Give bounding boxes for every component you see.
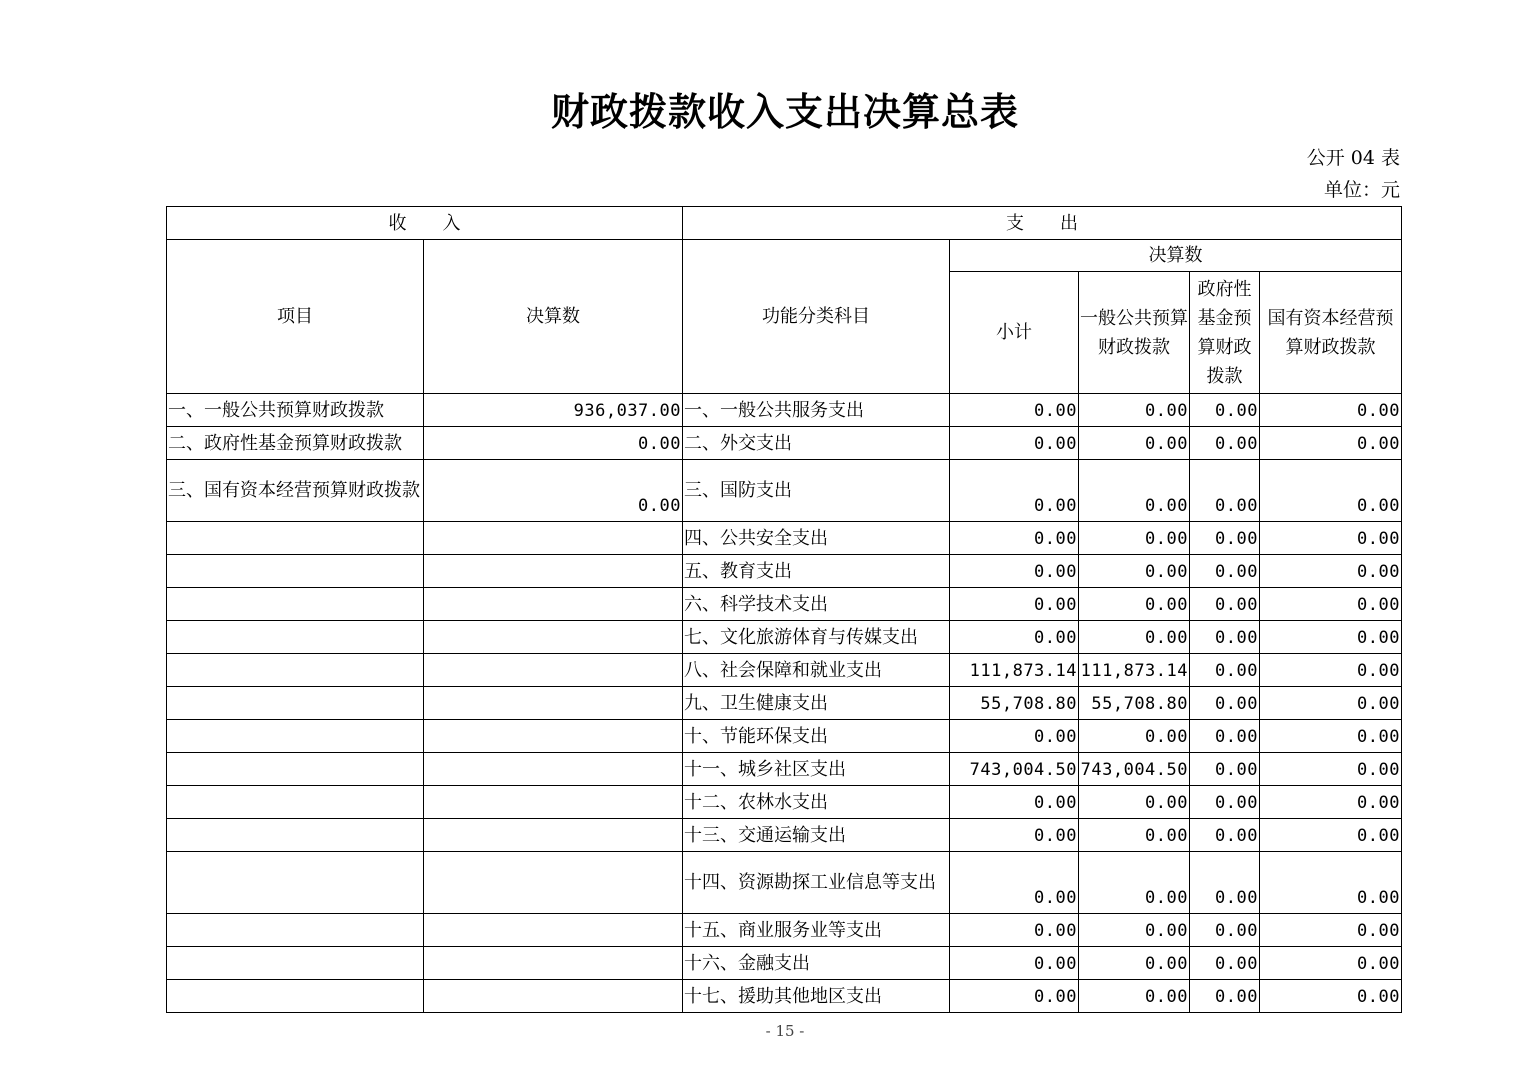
- income-amount-cell: 0.00: [424, 427, 683, 460]
- state-capital-cell: 0.00: [1260, 786, 1402, 819]
- income-amount-cell: [424, 621, 683, 654]
- income-item-cell: 二、政府性基金预算财政拨款: [167, 427, 424, 460]
- page-number: - 15 -: [765, 1022, 805, 1040]
- state-capital-cell: 0.00: [1260, 753, 1402, 786]
- general-budget-cell: 743,004.50: [1079, 753, 1190, 786]
- expense-item-cell: 十一、城乡社区支出: [683, 753, 950, 786]
- expense-item-cell: 十四、资源勘探工业信息等支出: [683, 852, 950, 914]
- table-row: [167, 852, 1402, 914]
- state-capital-cell: 0.00: [1260, 947, 1402, 980]
- income-item-cell: [167, 980, 424, 1013]
- function-category-header: 功能分类科目: [683, 240, 950, 394]
- general-budget-cell: 0.00: [1079, 980, 1190, 1013]
- subtotal-cell: 0.00: [950, 947, 1079, 980]
- state-capital-cell: 0.00: [1260, 687, 1402, 720]
- income-amount-cell: 0.00: [424, 460, 683, 522]
- table-row: [167, 522, 1402, 555]
- income-amount-cell: [424, 914, 683, 947]
- gov-fund-cell: 0.00: [1190, 753, 1260, 786]
- unit-label: 单位：元: [1323, 179, 1400, 201]
- subtotal-cell: 0.00: [950, 621, 1079, 654]
- table-row: [167, 654, 1402, 687]
- state-capital-cell: 0.00: [1260, 394, 1402, 427]
- gov-fund-cell: 0.00: [1190, 654, 1260, 687]
- expense-item-cell: 七、文化旅游体育与传媒支出: [683, 621, 950, 654]
- income-amount-cell: [424, 753, 683, 786]
- gov-fund-header: 政府性基金预算财政拨款: [1190, 272, 1260, 394]
- income-amount-cell: [424, 980, 683, 1013]
- expense-item-cell: 十六、金融支出: [683, 947, 950, 980]
- table-row: [167, 687, 1402, 720]
- gov-fund-cell: 0.00: [1190, 720, 1260, 753]
- general-budget-cell: 0.00: [1079, 555, 1190, 588]
- income-section-header: 收 入: [167, 207, 683, 240]
- table-row: [167, 394, 1402, 427]
- state-capital-cell: 0.00: [1260, 720, 1402, 753]
- table-row: [167, 460, 1402, 522]
- table-row: [167, 720, 1402, 753]
- income-item-cell: [167, 947, 424, 980]
- income-item-cell: [167, 522, 424, 555]
- general-budget-cell: 0.00: [1079, 914, 1190, 947]
- gov-fund-cell: 0.00: [1190, 621, 1260, 654]
- table-row: [167, 819, 1402, 852]
- general-budget-cell: 0.00: [1079, 588, 1190, 621]
- expense-item-cell: 六、科学技术支出: [683, 588, 950, 621]
- general-budget-cell: 0.00: [1079, 522, 1190, 555]
- gov-fund-cell: 0.00: [1190, 427, 1260, 460]
- subtotal-cell: 0.00: [950, 522, 1079, 555]
- general-budget-header: 一般公共预算财政拨款: [1079, 272, 1190, 394]
- gov-fund-cell: 0.00: [1190, 914, 1260, 947]
- general-budget-cell: 0.00: [1079, 947, 1190, 980]
- table-row: [167, 980, 1402, 1013]
- expense-amount-header: 决算数: [950, 240, 1402, 272]
- gov-fund-cell: 0.00: [1190, 555, 1260, 588]
- state-capital-cell: 0.00: [1260, 852, 1402, 914]
- income-amount-cell: [424, 720, 683, 753]
- subtotal-cell: 111,873.14: [950, 654, 1079, 687]
- subtotal-cell: 0.00: [950, 852, 1079, 914]
- general-budget-cell: 0.00: [1079, 720, 1190, 753]
- expense-item-cell: 十七、援助其他地区支出: [683, 980, 950, 1013]
- general-budget-cell: 0.00: [1079, 427, 1190, 460]
- expense-item-cell: 八、社会保障和就业支出: [683, 654, 950, 687]
- income-item-cell: [167, 914, 424, 947]
- general-budget-cell: 0.00: [1079, 819, 1190, 852]
- income-item-cell: [167, 621, 424, 654]
- expense-item-cell: 二、外交支出: [683, 427, 950, 460]
- gov-fund-cell: 0.00: [1190, 522, 1260, 555]
- state-capital-cell: 0.00: [1260, 460, 1402, 522]
- state-capital-cell: 0.00: [1260, 555, 1402, 588]
- gov-fund-cell: 0.00: [1190, 394, 1260, 427]
- income-item-cell: [167, 588, 424, 621]
- state-capital-header: 国有资本经营预算财政拨款: [1260, 272, 1402, 394]
- state-capital-cell: 0.00: [1260, 427, 1402, 460]
- expense-item-cell: 十二、农林水支出: [683, 786, 950, 819]
- gov-fund-cell: 0.00: [1190, 786, 1260, 819]
- subtotal-cell: 0.00: [950, 427, 1079, 460]
- subtotal-cell: 55,708.80: [950, 687, 1079, 720]
- table-row: [167, 753, 1402, 786]
- page-title: 财政拨款收入支出决算总表: [550, 89, 1019, 134]
- state-capital-cell: 0.00: [1260, 522, 1402, 555]
- gov-fund-cell: 0.00: [1190, 819, 1260, 852]
- subtotal-cell: 0.00: [950, 555, 1079, 588]
- income-amount-cell: [424, 588, 683, 621]
- income-item-header: 项目: [167, 240, 424, 394]
- income-item-cell: [167, 819, 424, 852]
- expense-item-cell: 十、节能环保支出: [683, 720, 950, 753]
- subtotal-cell: 0.00: [950, 460, 1079, 522]
- gov-fund-cell: 0.00: [1190, 588, 1260, 621]
- expense-item-cell: 五、教育支出: [683, 555, 950, 588]
- income-item-cell: [167, 852, 424, 914]
- state-capital-cell: 0.00: [1260, 980, 1402, 1013]
- table-row: [167, 427, 1402, 460]
- state-capital-cell: 0.00: [1260, 654, 1402, 687]
- general-budget-cell: 0.00: [1079, 394, 1190, 427]
- income-item-cell: 一、一般公共预算财政拨款: [167, 394, 424, 427]
- table-row: [167, 914, 1402, 947]
- subtotal-cell: 0.00: [950, 394, 1079, 427]
- gov-fund-cell: 0.00: [1190, 852, 1260, 914]
- table-row: [167, 588, 1402, 621]
- table-row: [167, 555, 1402, 588]
- gov-fund-cell: 0.00: [1190, 947, 1260, 980]
- income-item-cell: [167, 555, 424, 588]
- form-code: 公开 04 表: [1306, 147, 1400, 169]
- general-budget-cell: 0.00: [1079, 852, 1190, 914]
- general-budget-cell: 111,873.14: [1079, 654, 1190, 687]
- gov-fund-cell: 0.00: [1190, 687, 1260, 720]
- income-item-cell: [167, 720, 424, 753]
- expense-section-header: 支 出: [683, 207, 1402, 240]
- general-budget-cell: 0.00: [1079, 786, 1190, 819]
- general-budget-cell: 0.00: [1079, 460, 1190, 522]
- income-amount-header: 决算数: [424, 240, 683, 394]
- income-item-cell: [167, 786, 424, 819]
- gov-fund-cell: 0.00: [1190, 460, 1260, 522]
- income-item-cell: [167, 654, 424, 687]
- general-budget-cell: 55,708.80: [1079, 687, 1190, 720]
- income-amount-cell: [424, 522, 683, 555]
- expense-item-cell: 九、卫生健康支出: [683, 687, 950, 720]
- expense-item-cell: 十三、交通运输支出: [683, 819, 950, 852]
- subtotal-cell: 743,004.50: [950, 753, 1079, 786]
- income-amount-cell: [424, 819, 683, 852]
- income-amount-cell: [424, 555, 683, 588]
- income-amount-cell: [424, 786, 683, 819]
- subtotal-cell: 0.00: [950, 914, 1079, 947]
- budget-summary-table: [166, 206, 1402, 1013]
- expense-item-cell: 四、公共安全支出: [683, 522, 950, 555]
- income-amount-cell: [424, 654, 683, 687]
- subtotal-cell: 0.00: [950, 980, 1079, 1013]
- income-item-cell: 三、国有资本经营预算财政拨款: [167, 460, 424, 522]
- state-capital-cell: 0.00: [1260, 914, 1402, 947]
- table-row: [167, 621, 1402, 654]
- income-amount-cell: [424, 852, 683, 914]
- state-capital-cell: 0.00: [1260, 588, 1402, 621]
- expense-item-cell: 一、一般公共服务支出: [683, 394, 950, 427]
- subtotal-cell: 0.00: [950, 720, 1079, 753]
- state-capital-cell: 0.00: [1260, 621, 1402, 654]
- subtotal-cell: 0.00: [950, 786, 1079, 819]
- expense-item-cell: 十五、商业服务业等支出: [683, 914, 950, 947]
- income-amount-cell: [424, 687, 683, 720]
- state-capital-cell: 0.00: [1260, 819, 1402, 852]
- income-item-cell: [167, 687, 424, 720]
- table-row: [167, 786, 1402, 819]
- income-item-cell: [167, 753, 424, 786]
- subtotal-cell: 0.00: [950, 819, 1079, 852]
- general-budget-cell: 0.00: [1079, 621, 1190, 654]
- table-row: [167, 947, 1402, 980]
- subtotal-cell: 0.00: [950, 588, 1079, 621]
- subtotal-header: 小计: [950, 272, 1079, 394]
- expense-item-cell: 三、国防支出: [683, 460, 950, 522]
- gov-fund-cell: 0.00: [1190, 980, 1260, 1013]
- income-amount-cell: [424, 947, 683, 980]
- income-amount-cell: 936,037.00: [424, 394, 683, 427]
